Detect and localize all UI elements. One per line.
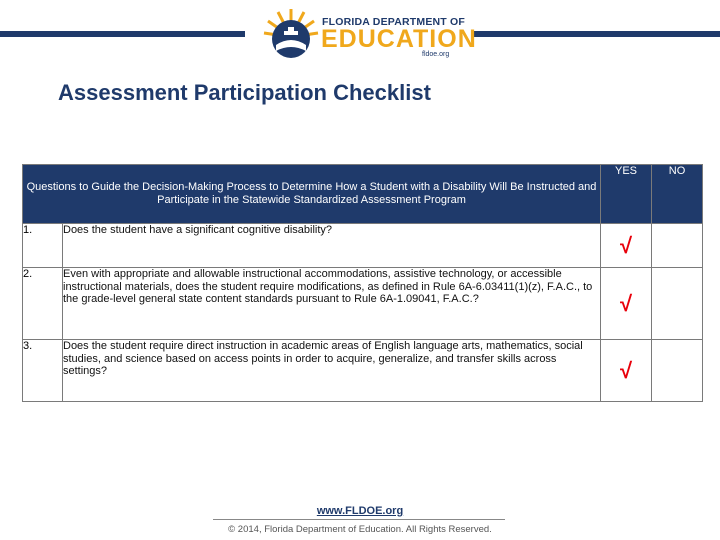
assessment-checklist-table <box>22 164 703 402</box>
no-cell[interactable] <box>652 224 703 268</box>
logo-text-line1: FLORIDA DEPARTMENT OF <box>322 16 466 28</box>
row-question: Does the student have a significant cognitive disability? <box>63 224 601 268</box>
logo-text-line3: fldoe.org <box>422 51 450 58</box>
page-title: Assessment Participation Checklist <box>58 80 431 105</box>
sunburst-logo-icon <box>262 5 320 65</box>
row-number: 3. <box>23 340 63 402</box>
checkmark-icon: √ <box>619 232 633 258</box>
header-bar-right <box>474 31 720 37</box>
yes-cell[interactable] <box>601 268 652 340</box>
footer-copyright: © 2014, Florida Department of Education. All Rights Reserved. <box>228 524 492 535</box>
checkmark-icon: √ <box>619 357 633 383</box>
header-bar-left <box>0 31 245 37</box>
row-number: 2. <box>23 268 63 340</box>
yes-cell[interactable] <box>601 224 652 268</box>
row-question: Even with appropriate and allowable instructional accommodations, assistive technology, or accessible instructional materials, does the student require modifications, as defined in Rule 6A-6.03411(1)(z), F.A.C., to the grade-level general state content standards pursuant to Rule 6A-1.09041, F.A.C.? <box>63 268 601 340</box>
logo-text-line2: EDUCATION <box>321 25 477 53</box>
table-row <box>23 224 703 268</box>
yes-cell[interactable] <box>601 340 652 402</box>
footer-divider <box>213 519 505 520</box>
row-number: 1. <box>23 224 63 268</box>
yes-column-header: YES <box>601 165 652 224</box>
table-header-row <box>23 165 703 224</box>
row-question: Does the student require direct instruction in academic areas of English language arts, mathematics, social studies, and science based on access points in order to acquire, generalize, and transfer skills across settings? <box>63 340 601 402</box>
table-row <box>23 268 703 340</box>
footer-website-link[interactable]: www.FLDOE.org <box>316 505 404 517</box>
fldoe-logo <box>262 5 477 67</box>
checkmark-icon: √ <box>619 290 633 316</box>
no-cell[interactable] <box>652 340 703 402</box>
no-column-header: NO <box>652 165 703 224</box>
table-row <box>23 340 703 402</box>
question-column-header: Questions to Guide the Decision-Making Process to Determine How a Student with a Disability Will Be Instructed and Participate in the Statewide Standardized Assessment Program <box>23 165 601 224</box>
no-cell[interactable] <box>652 268 703 340</box>
